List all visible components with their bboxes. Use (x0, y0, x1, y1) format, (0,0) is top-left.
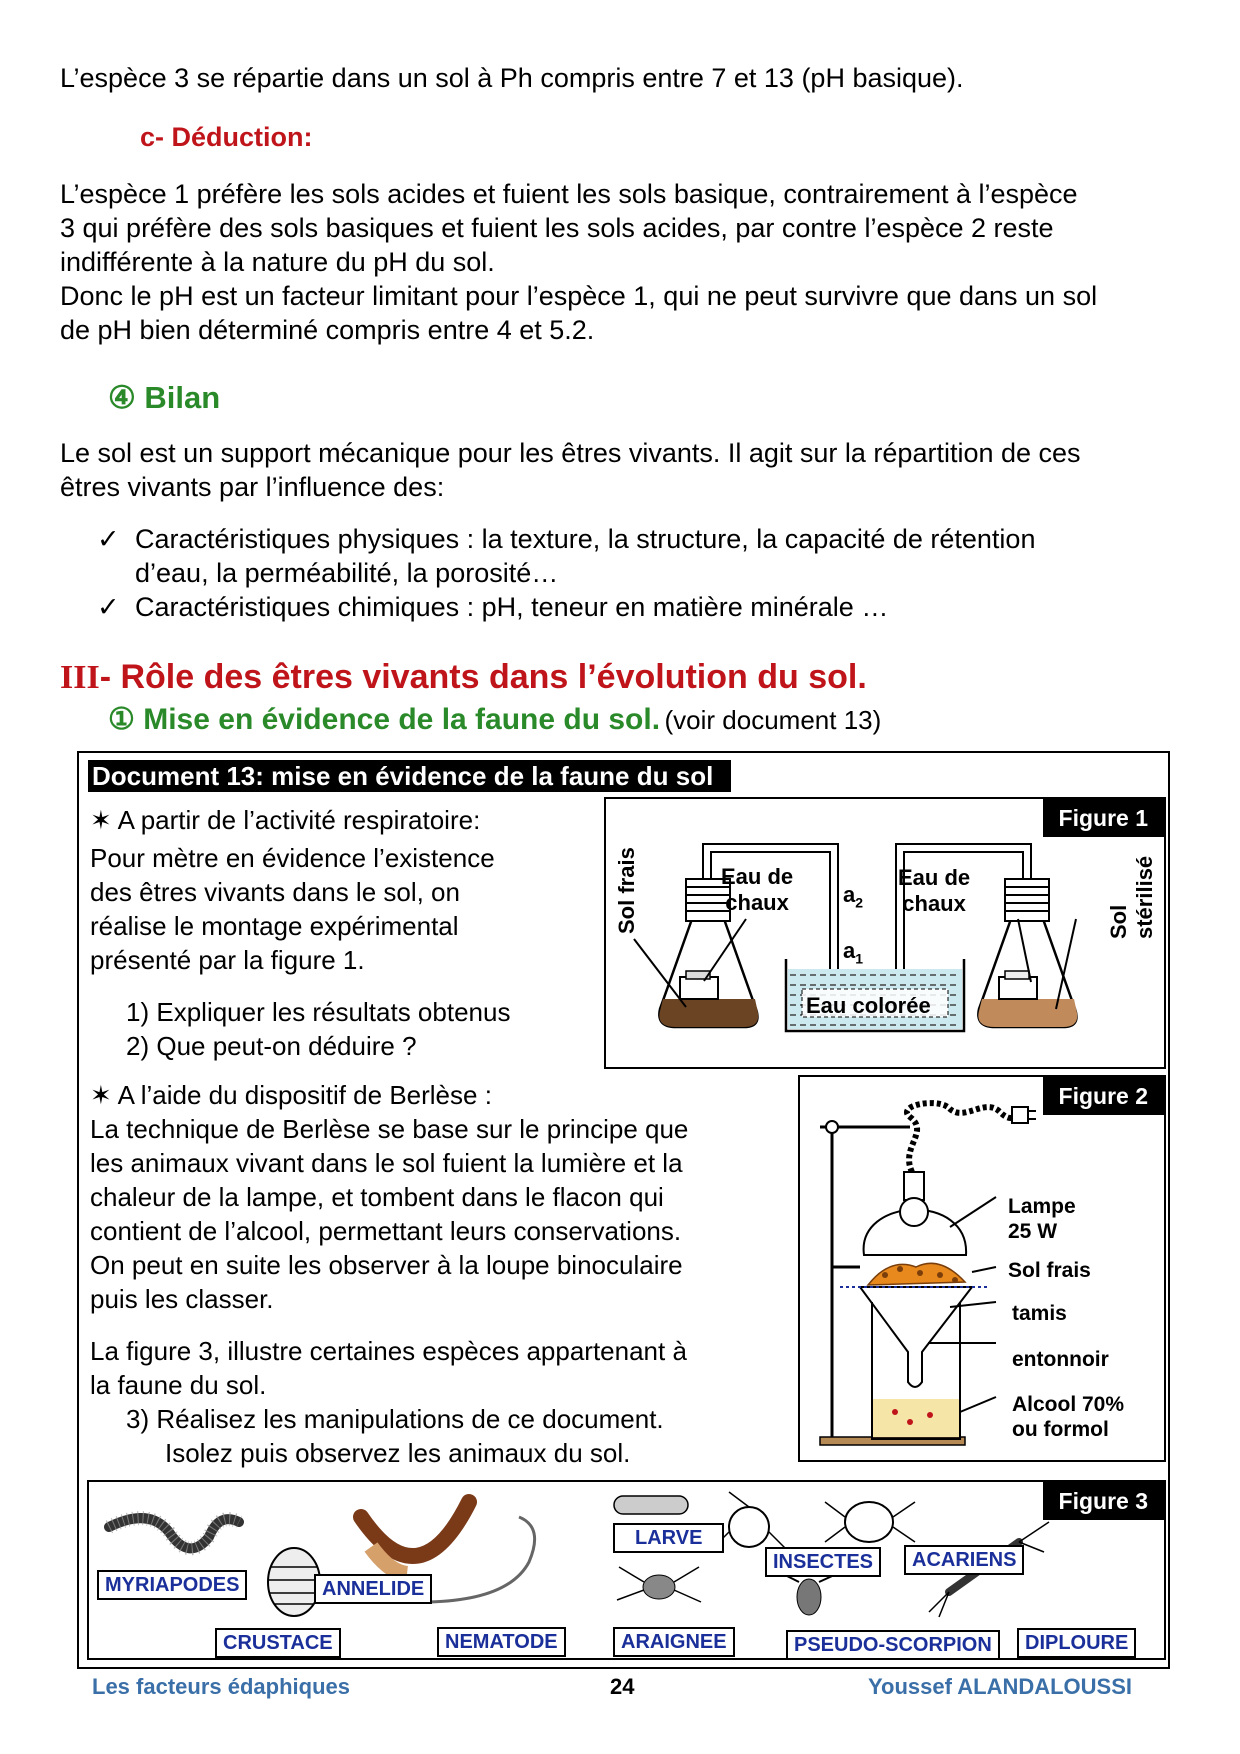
text-line: Caractéristiques chimiques : pH, teneur en matière minérale … (135, 592, 889, 622)
figure-1-label: Figure 1 (1043, 799, 1164, 837)
text-line: présenté par la figure 1. (90, 945, 365, 975)
text-line: indifférente à la nature du pH du sol. (60, 247, 495, 277)
tag-annelide: ANNELIDE (314, 1574, 432, 1604)
text-line: êtres vivants par l’influence des: (60, 472, 445, 502)
tamis-label: tamis (1012, 1302, 1067, 1325)
star-icon: ✶ (90, 1080, 112, 1110)
bulb (900, 1198, 928, 1226)
text-line: chaleur de la lampe, et tombent dans le flacon qui (90, 1182, 664, 1212)
question-item: 1) Expliquer les résultats obtenus (126, 997, 511, 1027)
text-line: On peut en suite les observer à la loupe binoculaire (90, 1250, 683, 1280)
sub-note: (voir document 13) (664, 705, 882, 735)
tag-larve: LARVE (613, 1523, 724, 1553)
pseudoscorpion-drawing (797, 1579, 821, 1615)
footer-right: Youssef ALANDALOUSSI (868, 1674, 1133, 1699)
funnel (860, 1287, 972, 1387)
insect-drawing (729, 1507, 769, 1547)
eau-coloree-label: Eau colorée (806, 993, 931, 1018)
figure-3 (87, 1480, 1166, 1660)
footer-left: Les facteurs édaphiques (92, 1674, 350, 1699)
tag-diploure: DIPLOURE (1017, 1628, 1136, 1658)
soil-sterilized (978, 999, 1077, 1027)
figure-2-label: Figure 2 (1043, 1077, 1164, 1115)
text-line: réalise le montage expérimental (90, 911, 459, 941)
eau-chaux-right-label: Eau de chaux (898, 865, 971, 916)
document-title: Document 13: mise en évidence de la faune du sol (88, 760, 731, 792)
activity-2 (90, 1078, 790, 1470)
sol-frais-label: Sol frais (614, 847, 639, 934)
deduction-paragraph-1 (60, 177, 1097, 347)
text-line: 3 qui préfère des sols basiques et fuient les sols acides, par contre l’espèce 2 reste (60, 213, 1054, 243)
text-line: Isolez puis observez les animaux du sol. (165, 1438, 631, 1468)
tag-insectes: INSECTES (765, 1547, 881, 1577)
text-line: Pour mètre en évidence l’existence (90, 843, 495, 873)
entonnoir-label: entonnoir (1012, 1348, 1109, 1371)
text-line: Caractéristiques physiques : la texture, la structure, la capacité de rétention (135, 524, 1036, 554)
text-line: La technique de Berlèse se base sur le principe que (90, 1114, 689, 1144)
intro-line: L’espèce 3 se répartie dans un sol à Ph compris entre 7 et 13 (pH basique). (60, 63, 964, 93)
tag-myriapodes: MYRIAPODES (97, 1570, 247, 1600)
activity-1-title: A partir de l’activité respiratoire: (117, 805, 481, 835)
star-icon: ✶ (90, 805, 112, 835)
text-line: L’espèce 1 préfère les sols acides et fuient les sols basique, contrairement à l’espèce (60, 179, 1078, 209)
bilan-list (97, 522, 1035, 624)
alcool-label: Alcool 70% ou formol (1012, 1393, 1125, 1441)
text-line: contient de l’alcool, permettant leurs conservations. (90, 1216, 682, 1246)
figure-1-diagram (606, 799, 1164, 1067)
section-3-heading (60, 658, 867, 697)
checkmark-icon: ✓ (97, 592, 120, 622)
bilan-heading: ④ Bilan (108, 380, 221, 415)
mite-drawing (845, 1502, 893, 1542)
checkmark-icon: ✓ (97, 524, 120, 554)
sol-sterilise-label: Sol stérilisé (1106, 855, 1157, 939)
sub-heading: ① Mise en évidence de la faune du sol. (108, 703, 661, 736)
tag-nematode: NEMATODE (437, 1627, 566, 1657)
tag-crustace: CRUSTACE (215, 1628, 341, 1658)
activity-1 (90, 803, 610, 1063)
tag-pseudo-scorpion: PSEUDO-SCORPION (786, 1630, 1000, 1660)
activity-2-title: A l’aide du dispositif de Berlèse : (117, 1080, 492, 1110)
text-line: Donc le pH est un facteur limitant pour l’espèce 1, qui ne peut survivre que dans un sol (60, 281, 1098, 311)
text-line: La figure 3, illustre certaines espèces appartenant à (90, 1336, 687, 1366)
question-item: 2) Que peut-on déduire ? (126, 1031, 417, 1061)
list-item (97, 522, 1035, 590)
section-numeral: III (60, 659, 100, 696)
text-line: puis les classer. (90, 1284, 274, 1314)
sol-frais-label-2: Sol frais (1008, 1259, 1091, 1282)
question-item: 3) Réalisez les manipulations de ce document. (126, 1404, 664, 1434)
a2-label: $a_2$ (843, 882, 864, 911)
eau-chaux-left-label: Eau de chaux (721, 864, 794, 915)
woodlouse-drawing (268, 1548, 320, 1616)
section-title: - Rôle des êtres vivants dans l’évolution du sol. (99, 658, 867, 696)
text-line: des êtres vivants dans le sol, on (90, 877, 460, 907)
text-line: Le sol est un support mécanique pour les êtres vivants. Il agit sur la répartition de ces (60, 438, 1081, 468)
text-line: la faune du sol. (90, 1370, 267, 1400)
figure-1 (604, 797, 1166, 1069)
a1-label: $a_1$ (843, 938, 864, 967)
plug (1012, 1107, 1028, 1123)
text-line: les animaux vivant dans le sol fuient la lumière et la (90, 1148, 683, 1178)
figure-2 (798, 1075, 1166, 1462)
larva-drawing (614, 1496, 688, 1514)
list-item (97, 590, 1035, 624)
text-line: d’eau, la perméabilité, la porosité… (135, 558, 559, 588)
lampe-label: Lampe 25 W (1008, 1195, 1076, 1243)
text-line: de pH bien déterminé compris entre 4 et 5.2. (60, 315, 595, 345)
tag-acariens: ACARIENS (904, 1545, 1024, 1575)
figure-3-label: Figure 3 (1043, 1482, 1164, 1520)
sub-heading-row (108, 702, 881, 737)
tag-araignee: ARAIGNEE (613, 1627, 735, 1657)
spider-drawing (643, 1575, 675, 1599)
power-cord (907, 1103, 1018, 1172)
alcohol (873, 1399, 959, 1437)
footer-page-number: 24 (610, 1674, 635, 1699)
deduction-heading: c- Déduction: (140, 122, 313, 152)
soil-fresh (659, 999, 758, 1027)
bilan-intro (60, 436, 1081, 504)
